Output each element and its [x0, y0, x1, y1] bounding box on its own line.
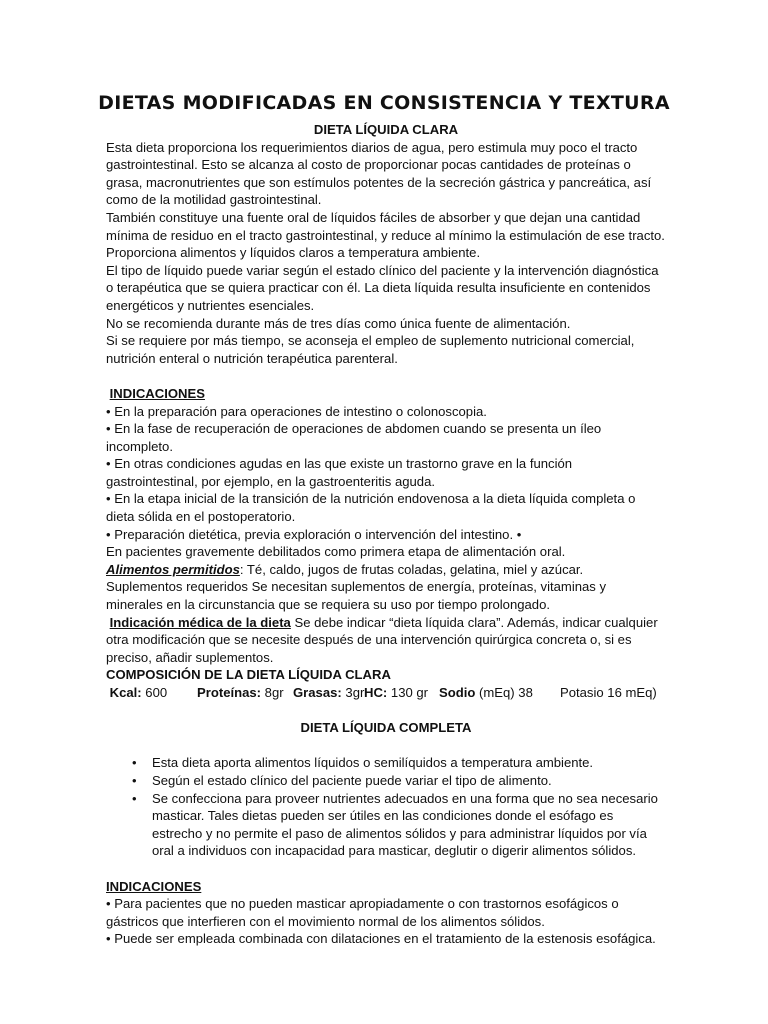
indicacion-item: • Para pacientes que no pueden masticar apropiadamente o con trastornos esofágicos o gástricos que interfieren con el movimiento normal de los alimentos sólidos. — [106, 896, 619, 929]
section-heading-liquida-clara: DIETA LÍQUIDA CLARA — [313, 122, 459, 137]
indicacion-item: • En otras condiciones agudas en las que existe un trastorno grave en la función gastrointestinal, por ejemplo, en la gastroenteritis aguda. — [106, 456, 573, 489]
grasas — [293, 684, 364, 702]
hc — [364, 684, 439, 702]
alimentos-permitidos-text: : Té, caldo, jugos de frutas coladas, gelatina, miel y azúcar. — [239, 561, 584, 577]
paragraph: Esta dieta proporciona los requerimientos diarios de agua, pero estimula muy poco el tracto gastrointestinal. Esto se alcanza al costo de proporcionar pocas cantidades de proteínas o grasa, macronutrientes que son estímulos potentes de la secreción gástrica y pancreática, así como de la motilidad gastrointestinal. — [106, 139, 652, 208]
paragraph: Proporciona alimentos y líquidos claros a temperatura ambiente. — [106, 245, 481, 261]
spacer — [106, 702, 666, 720]
document-title: DIETAS MODIFICADAS EN CONSISTENCIA Y TEXTURA — [98, 92, 670, 114]
sodio-label: Sodio — [439, 685, 476, 700]
spacer — [106, 367, 666, 385]
hc-label: HC: — [364, 685, 388, 700]
paragraph: Si se requiere por más tiempo, se aconseja el empleo de suplemento nutricional comercial, nutrición enteral o nutrición terapéutica parenteral. — [106, 333, 635, 366]
list-item-text: Se confecciona para proveer nutrientes adecuados en una forma que no sea necesario masticar. Tales dietas pueden ser útiles en las condiciones donde el esófago es estrecho y no permite el paso de alimentos sólidos y para administrar líquidos por vía oral a individuos con incapacidad para masticar, deglutir o digerir alimentos sólidos. — [152, 790, 658, 859]
kcal-label: Kcal: — [109, 685, 142, 700]
bullet-icon: • — [132, 755, 137, 771]
spacer — [106, 737, 666, 755]
indicacion-item: • Preparación dietética, previa exploración o intervención del intestino. • — [106, 526, 522, 542]
indicacion-item: • Puede ser empleada combinada con dilataciones en el tratamiento de la estenosis esofágica. — [106, 931, 656, 947]
indicaciones-heading-2: INDICACIONES — [106, 878, 202, 894]
kcal-value: 600 — [141, 685, 168, 700]
grasas-value: 3gr — [341, 685, 365, 700]
indicacion-item: En pacientes gravemente debilitados como primera etapa de alimentación oral. — [106, 544, 566, 560]
potasio: Potasio 16 mEq) — [560, 685, 657, 700]
indicacion-medica-label: Indicación médica de la dieta — [109, 614, 291, 630]
list-item — [106, 754, 666, 772]
section-heading-liquida-completa: DIETA LÍQUIDA COMPLETA — [300, 720, 472, 736]
sodio — [439, 684, 560, 702]
spacer — [106, 860, 666, 878]
indicaciones-heading-text: INDICACIONES — [109, 385, 205, 401]
paragraph: No se recomienda durante más de tres días como única fuente de alimentación. — [106, 315, 571, 331]
composicion-heading: COMPOSICIÓN DE LA DIETA LÍQUIDA CLARA — [106, 667, 391, 683]
suplementos-requeridos: Suplementos requeridos Se necesitan suplementos de energía, proteínas, vitaminas y minerales en la circunstancia que se requiera su uso por tiempo prolongado. — [106, 579, 607, 613]
proteinas-label: Proteínas: — [197, 685, 262, 700]
alimentos-permitidos — [106, 561, 666, 579]
bullet-icon: • — [132, 772, 137, 788]
list-item-text: Esta dieta aporta alimentos líquidos o semilíquidos a temperatura ambiente. — [152, 755, 594, 771]
proteinas — [197, 684, 293, 702]
indicacion-medica-text: Se debe indicar “dieta líquida clara”. Además, indicar cualquier otra modificación que se necesite después de una intervención quirúrgica concreta o, si es preciso, añadir suplementos. — [106, 614, 658, 665]
proteinas-value: 8gr — [261, 685, 284, 700]
bullet-list — [106, 754, 666, 860]
paragraph: El tipo de líquido puede variar según el estado clínico del paciente y la intervención diagnóstica o terapéutica que se quiera practicar con él. La dieta líquida resulta insuficiente en contenidos energéticos y nutrientes esenciales. — [106, 262, 659, 313]
indicacion-item: • En la preparación para operaciones de intestino o colonoscopia. — [106, 403, 487, 419]
indicaciones-heading — [106, 385, 666, 403]
alimentos-permitidos-label: Alimentos permitidos — [106, 561, 240, 577]
hc-value: 130 gr — [387, 685, 429, 700]
document-body — [106, 121, 666, 948]
indicacion-item: • En la fase de recuperación de operaciones de abdomen cuando se presenta un íleo incompleto. — [106, 421, 602, 454]
bullet-icon: • — [132, 790, 137, 806]
list-item — [106, 790, 666, 860]
indicacion-item: • En la etapa inicial de la transición de la nutrición endovenosa a la dieta líquida completa o dieta sólida en el postoperatorio. — [106, 491, 636, 525]
list-item-text: Según el estado clínico del paciente puede variar el tipo de alimento. — [152, 772, 552, 788]
grasas-label: Grasas: — [293, 685, 342, 700]
sodio-value: (mEq) 38 — [475, 685, 533, 700]
composicion-row — [106, 684, 666, 702]
list-item — [106, 772, 666, 790]
paragraph: También constituye una fuente oral de líquidos fáciles de absorber y que dejan una cantidad mínima de residuo en el tracto gastrointestinal, y reduce al mínimo la estimulación de ese tracto. — [106, 209, 665, 243]
kcal — [106, 684, 197, 702]
indicacion-medica — [106, 614, 666, 667]
